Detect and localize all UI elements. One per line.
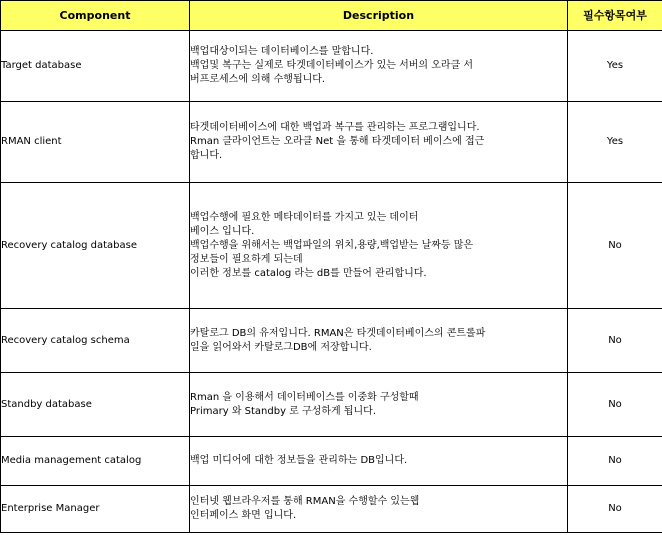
header-description: Description xyxy=(190,1,568,31)
description-line: 인터페이스 화면 입니다. xyxy=(190,510,297,521)
description-cell xyxy=(190,183,568,309)
table-row xyxy=(1,437,662,486)
description-line: 이러한 정보를 catalog 라는 dB를 만들어 관리합니다. xyxy=(190,267,427,279)
required-cell: Yes xyxy=(568,102,662,183)
required-cell: Yes xyxy=(568,31,662,102)
description-line: 타겟데이터베이스에 대한 백업과 복구를 관리하는 프로그램입니다. xyxy=(190,122,480,133)
description-line: 정보들이 필요하게 되는데 xyxy=(190,253,303,265)
description-line: 인터넷 웹브라우저를 통해 RMAN을 수행할수 있는웹 xyxy=(190,496,420,507)
description-line: 일을 읽어와서 카탈로그DB에 저장합니다. xyxy=(190,341,372,353)
component-cell: Enterprise Manager xyxy=(1,486,190,533)
required-cell: No xyxy=(568,183,662,309)
description-line: 백업 미디어에 대한 정보들을 관리하는 DB입니다. xyxy=(190,455,408,466)
description-cell xyxy=(190,486,568,533)
description-line: 베이스 입니다. xyxy=(190,225,255,237)
component-cell: Media management catalog xyxy=(1,437,190,486)
table-row xyxy=(1,31,662,102)
required-cell: No xyxy=(568,373,662,437)
description-line: 백업수행을 위해서는 백업파일의 위치,용량,백업받는 날짜등 많은 xyxy=(190,239,474,251)
description-line: Primary 와 Standby 로 구성하게 됩니다. xyxy=(190,405,377,417)
header-required: 필수항목여부 xyxy=(568,1,662,31)
table-row xyxy=(1,102,662,183)
description-line: 합니다. xyxy=(190,150,223,161)
description-cell xyxy=(190,31,568,102)
required-cell: No xyxy=(568,437,662,486)
header-component: Component xyxy=(1,1,190,31)
description-line: 버프로세스에 의해 수행됩니다. xyxy=(190,74,326,85)
component-cell: Recovery catalog schema xyxy=(1,309,190,373)
table-row xyxy=(1,309,662,373)
description-line: Rman 을 이용해서 데이터베이스를 이중화 구성할때 xyxy=(190,391,419,403)
table-row xyxy=(1,486,662,533)
component-cell: RMAN client xyxy=(1,102,190,183)
description-cell xyxy=(190,437,568,486)
component-cell: Standby database xyxy=(1,373,190,437)
description-line: 카탈로그 DB의 유저입니다. RMAN은 타겟데이터베이스의 콘트롤파 xyxy=(190,327,486,339)
component-cell: Target database xyxy=(1,31,190,102)
table-row xyxy=(1,373,662,437)
description-line: 백업및 복구는 실제로 타겟데이터베이스가 있는 서버의 오라클 서 xyxy=(190,60,474,71)
description-line: 백업대상이되는 데이터베이스를 말합니다. xyxy=(190,46,374,57)
description-line: Rman 클라이언트는 오라클 Net 을 통해 타겟데이터 베이스에 접근 xyxy=(190,136,485,147)
header-row xyxy=(1,1,662,31)
required-cell: No xyxy=(568,486,662,533)
required-cell: No xyxy=(568,309,662,373)
component-cell: Recovery catalog database xyxy=(1,183,190,309)
table-row xyxy=(1,183,662,309)
description-cell xyxy=(190,309,568,373)
description-line: 백업수행에 필요한 메타데이터를 가지고 있는 데이터 xyxy=(190,211,419,223)
description-cell xyxy=(190,102,568,183)
description-cell xyxy=(190,373,568,437)
